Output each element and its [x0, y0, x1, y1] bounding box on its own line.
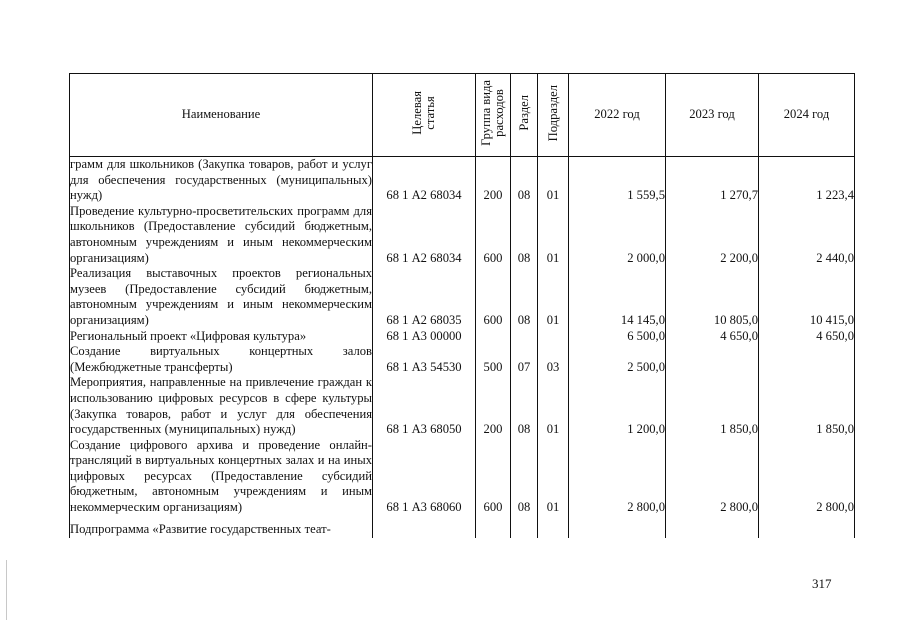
row-name: Подпрограмма «Развитие государственных теат- [70, 516, 373, 538]
scan-edge-mark [6, 560, 7, 620]
row-subsection: 03 [538, 344, 569, 375]
table-row [70, 516, 855, 538]
row-subsection: 01 [538, 375, 569, 437]
row-group: 600 [476, 266, 511, 328]
row-value-2023: 2 200,0 [666, 204, 759, 266]
row-target-code: 68 1 А3 00000 [373, 329, 476, 345]
table-row [70, 329, 855, 345]
row-name: Создание виртуальных концертных залов (Межбюджетные трансферты) [70, 344, 372, 374]
row-value-2024 [759, 344, 855, 375]
row-section: 08 [511, 204, 538, 266]
row-value-2023: 4 650,0 [666, 329, 759, 345]
row-target-code [373, 516, 476, 538]
row-value-2024: 10 415,0 [759, 266, 855, 328]
row-subsection: 01 [538, 266, 569, 328]
row-value-2024: 2 800,0 [759, 438, 855, 516]
row-subsection: 01 [538, 204, 569, 266]
row-subsection [538, 516, 569, 538]
table-row [70, 438, 855, 516]
header-name: Наименование [70, 74, 373, 157]
row-value-2023 [666, 516, 759, 538]
row-value-2022: 2 800,0 [569, 438, 666, 516]
row-group: 600 [476, 204, 511, 266]
row-value-2024 [759, 516, 855, 538]
row-value-2023: 1 850,0 [666, 375, 759, 437]
row-name: Проведение культурно-просветительских программ для школьников (Предоставление субсидий бюджетным, автономным учреждениям и иным некоммерческим организациям) [70, 203, 372, 265]
header-group: Группа вида расходов [476, 74, 511, 157]
row-target-code: 68 1 А2 68035 [373, 266, 476, 328]
header-target: Целевая статья [373, 74, 476, 157]
row-value-2024: 1 850,0 [759, 375, 855, 437]
row-value-2023: 1 270,7 [666, 157, 759, 204]
row-value-2022: 2 500,0 [569, 344, 666, 375]
budget-table [69, 73, 855, 538]
row-value-2022: 1 559,5 [569, 157, 666, 204]
row-section: 07 [511, 344, 538, 375]
row-value-2022: 1 200,0 [569, 375, 666, 437]
row-value-2022: 2 000,0 [569, 204, 666, 266]
row-value-2022: 6 500,0 [569, 329, 666, 345]
row-section: 08 [511, 375, 538, 437]
row-value-2023: 2 800,0 [666, 438, 759, 516]
row-target-code: 68 1 А3 68050 [373, 375, 476, 437]
row-value-2022 [569, 516, 666, 538]
row-value-2024: 4 650,0 [759, 329, 855, 345]
row-group [476, 516, 511, 538]
row-subsection [538, 329, 569, 345]
row-section: 08 [511, 438, 538, 516]
row-section [511, 329, 538, 345]
row-name: грамм для школьников (Закупка товаров, работ и услуг для обеспечения государственных (муниципальных) нужд) [70, 157, 372, 203]
row-target-code: 68 1 А2 68034 [373, 157, 476, 204]
row-group: 600 [476, 438, 511, 516]
row-target-code: 68 1 А3 68060 [373, 438, 476, 516]
row-target-code: 68 1 А3 54530 [373, 344, 476, 375]
row-value-2023: 10 805,0 [666, 266, 759, 328]
header-section: Раздел [511, 74, 538, 157]
row-name: Создание цифрового архива и проведение онлайн-трансляций в виртуальных концертных залах и на иных цифровых ресурсах (Предоставление субсидий бюджетным, автономным учреждениям и иным некоммерческим организациям) [70, 437, 372, 515]
table-header-row [70, 74, 855, 157]
row-group: 500 [476, 344, 511, 375]
row-subsection: 01 [538, 438, 569, 516]
header-2024: 2024 год [759, 74, 855, 157]
row-section [511, 516, 538, 538]
row-value-2023 [666, 344, 759, 375]
row-section: 08 [511, 157, 538, 204]
table-row [70, 375, 855, 437]
header-2022: 2022 год [569, 74, 666, 157]
table-row [70, 157, 855, 204]
header-2023: 2023 год [666, 74, 759, 157]
row-value-2024: 1 223,4 [759, 157, 855, 204]
row-subsection: 01 [538, 157, 569, 204]
row-name: Мероприятия, направленные на привлечение граждан к использованию цифровых ресурсов в сфере культуры (Закупка товаров, работ и услуг для обеспечения государственных (муниципальных) нужд) [70, 375, 372, 437]
row-value-2024: 2 440,0 [759, 204, 855, 266]
row-name: Реализация выставочных проектов региональных музеев (Предоставление субсидий бюджетным, автономным учреждениям и иным некоммерческим организациям) [70, 266, 372, 327]
row-group: 200 [476, 375, 511, 437]
table-row [70, 204, 855, 266]
row-group [476, 329, 511, 345]
table-row [70, 266, 855, 328]
row-target-code: 68 1 А2 68034 [373, 204, 476, 266]
table-row [70, 344, 855, 375]
row-section: 08 [511, 266, 538, 328]
header-subsection: Подраздел [538, 74, 569, 157]
row-name: Региональный проект «Цифровая культура» [70, 329, 373, 345]
row-value-2022: 14 145,0 [569, 266, 666, 328]
page-number: 317 [812, 576, 832, 591]
row-group: 200 [476, 157, 511, 204]
